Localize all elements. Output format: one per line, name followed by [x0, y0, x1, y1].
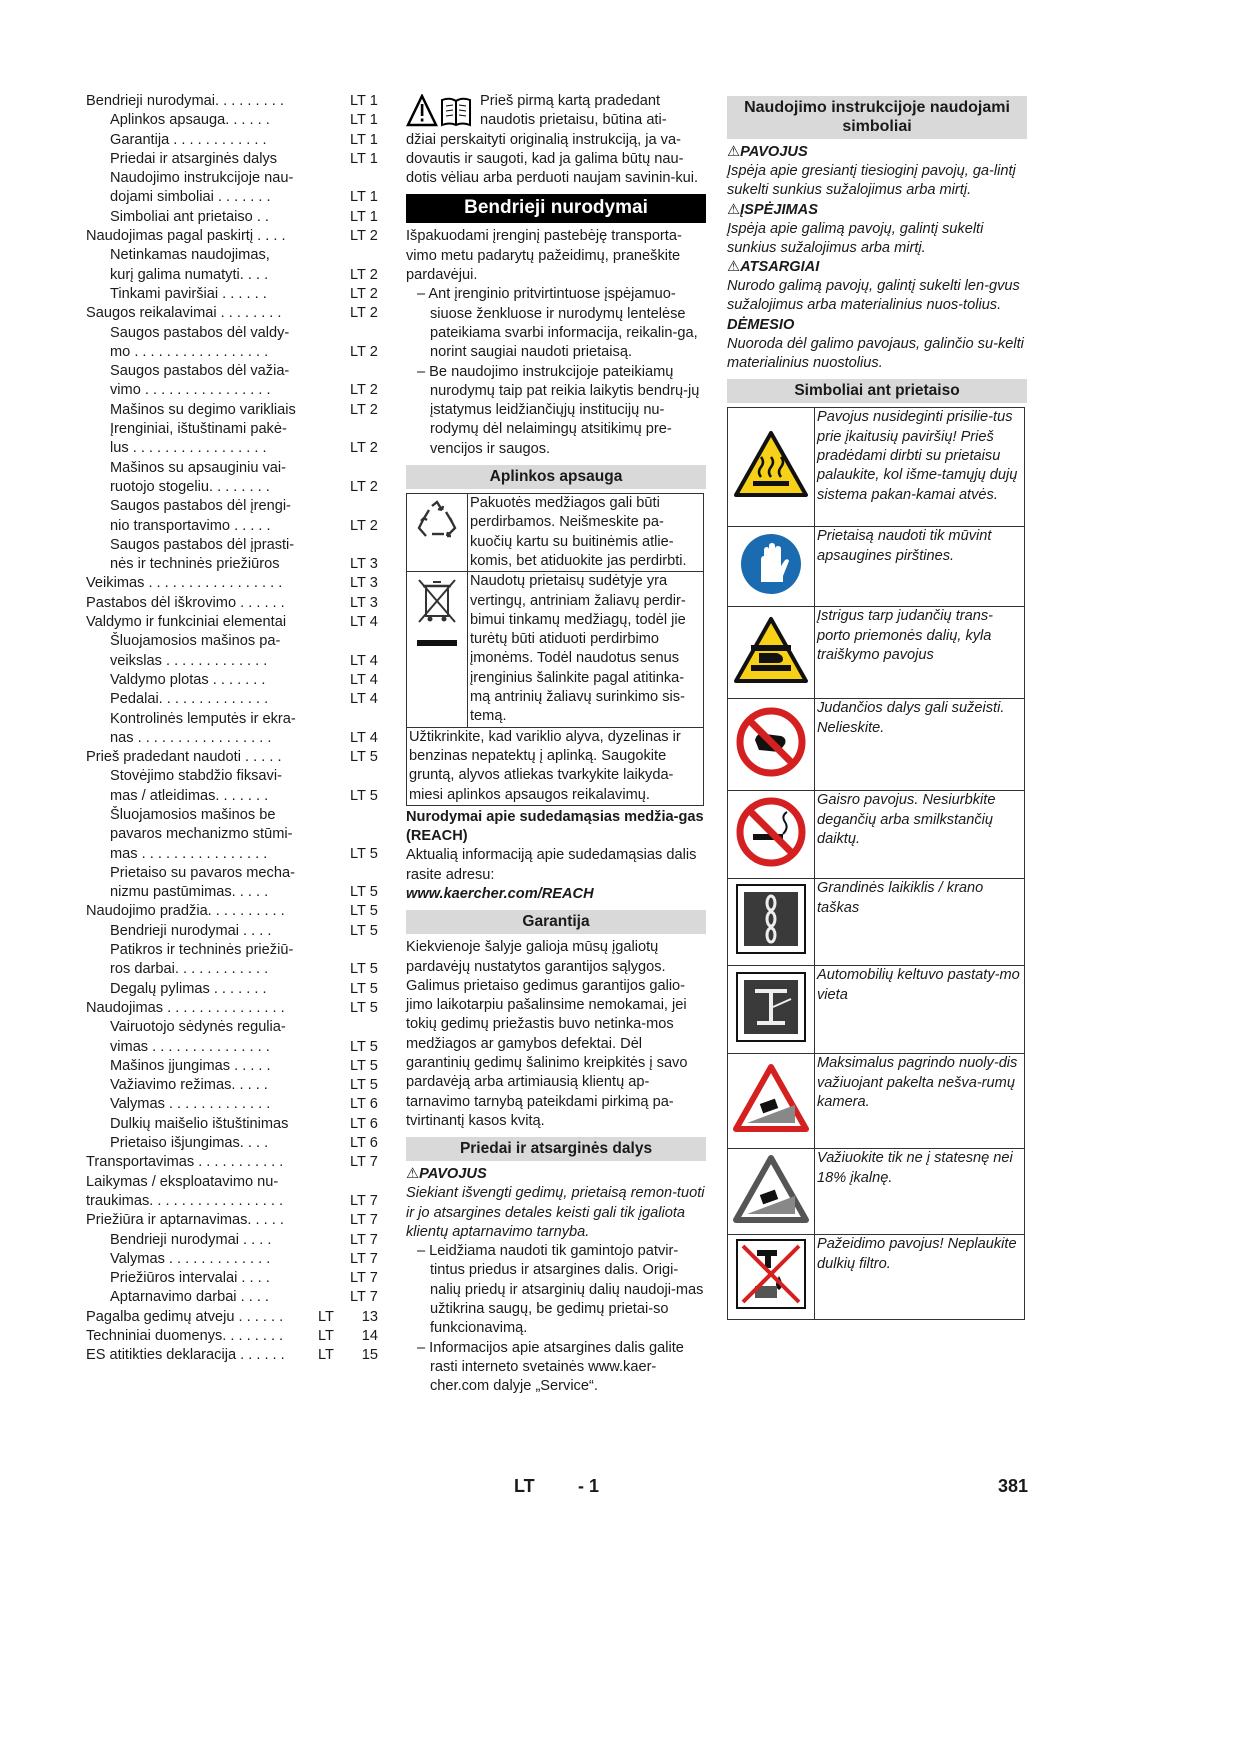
- toc-title: Naudojimas pagal paskirtį . . . .: [86, 228, 286, 245]
- table-row: [728, 408, 1025, 527]
- toc-page: LT 2: [350, 382, 378, 399]
- toc-entry[interactable]: [86, 150, 386, 169]
- toc-entry[interactable]: [86, 883, 386, 902]
- recycle-icon: [407, 494, 468, 572]
- toc-title: Saugos pastabos dėl įrengi-: [110, 498, 291, 515]
- toc-entry[interactable]: [86, 381, 386, 400]
- environment-note: Užtikrinkite, kad variklio alyva, dyzelinas ir benzinas nepatektų į aplinką. Saugokite gruntą, alyvos atliekas tvarkykite laikyda-miesi aplinkos apsaugos reikalavimų.: [407, 727, 704, 805]
- toc-title: Priedai ir atsarginės dalys: [110, 150, 278, 167]
- general-heading: Bendrieji nurodymai: [406, 194, 706, 223]
- toc-entry[interactable]: [86, 960, 386, 979]
- toc-page: LT 1: [350, 112, 378, 129]
- general-bullets: [406, 285, 706, 459]
- toc-page: LT 7: [350, 1231, 378, 1248]
- toc-title: mas / atleidimas. . . . . . .: [110, 787, 269, 804]
- toc-entry[interactable]: [86, 1018, 386, 1037]
- table-row: [728, 527, 1025, 607]
- toc-page: LT 1: [350, 131, 378, 148]
- toc-entry[interactable]: [86, 1308, 386, 1327]
- toc-title: pavaros mechanizmo stūmi-: [110, 826, 293, 843]
- toc-page: LT 7: [350, 1250, 378, 1267]
- toc-entry[interactable]: [86, 439, 386, 458]
- toc-page: LT 2: [350, 266, 378, 283]
- toc-entry[interactable]: [86, 555, 386, 574]
- toc-page: LT 2: [350, 517, 378, 534]
- accessories-warning-head: ⚠PAVOJUS: [406, 1166, 487, 1183]
- toc-page: LT 7: [350, 1270, 378, 1287]
- chain-hook-text: Grandinės laikiklis / krano taškas: [815, 879, 1025, 966]
- toc-title: Pedalai. . . . . . . . . . . . . .: [110, 691, 269, 708]
- toc-entry[interactable]: [86, 710, 386, 729]
- toc-title: Naudojimo instrukcijoje nau-: [110, 170, 294, 187]
- toc-entry[interactable]: [86, 324, 386, 343]
- toc-page: LT 5: [350, 1057, 378, 1074]
- table-row: [728, 1054, 1025, 1149]
- toc-page: LT 4: [350, 691, 378, 708]
- symbols-manual-heading: Naudojimo instrukcijoje naudojami simboliai: [727, 96, 1027, 139]
- toc-title: Saugos pastabos dėl valdy-: [110, 324, 290, 341]
- toc-title: Mašinos įjungimas . . . . .: [110, 1057, 271, 1074]
- warning-triangle-icon: ⚠: [727, 144, 741, 160]
- toc-title: Šluojamosios mašinos be: [110, 806, 276, 823]
- danger-text: Įspėja apie gresiantį tiesioginį pavojų, ga-lintį sukelti sunkius sužalojimus arba mirtį.: [727, 163, 1016, 199]
- toc-title: Kontrolinės lemputės ir ekra-: [110, 710, 296, 727]
- toc-title: Degalų pylimas . . . . . . .: [110, 980, 267, 997]
- toc-entry[interactable]: [86, 459, 386, 478]
- intro-block: [406, 92, 706, 188]
- toc-entry[interactable]: [86, 517, 386, 536]
- toc-entry[interactable]: [86, 671, 386, 690]
- toc-entry[interactable]: [86, 304, 386, 323]
- toc-page: LT 5: [350, 903, 378, 920]
- toc-title: nas . . . . . . . . . . . . . . . . .: [110, 729, 272, 746]
- toc-title: Bendrieji nurodymai. . . . . . . . .: [86, 93, 284, 109]
- intro-line-2: naudotis prietaisu, būtina ati-: [480, 112, 667, 129]
- toc-title: Valymas . . . . . . . . . . . . .: [110, 1250, 271, 1267]
- toc-title: ruotojo stogeliu. . . . . . . .: [110, 478, 270, 495]
- toc-entry[interactable]: [86, 343, 386, 362]
- toc-page: LT 5: [350, 961, 378, 978]
- toc-title: Saugos pastabos dėl įprasti-: [110, 536, 295, 553]
- danger-head: ⚠PAVOJUS: [727, 144, 808, 160]
- notice-text: Nuoroda dėl galimo pavojaus, galinčio su-kelti materialinius nuostolius.: [727, 335, 1024, 372]
- toc-page: LT 5: [350, 845, 378, 862]
- toc-title: Šluojamosios mašinos pa-: [110, 633, 281, 650]
- toc-entry[interactable]: [86, 806, 386, 825]
- warning-triangle-icon: ⚠: [727, 201, 741, 218]
- warranty-text: Kiekvienoje šalyje galioja mūsų įgaliotų pardavėjų nustatytos garantijos sąlygos. Galimus prietaiso gedimus garantijos galio-jimo laikotarpiu pašalinsime nemokamai, jei tokių gedimų priežastis buvo netinka-mos medžiagos ar gamybos defektai. Dėl garantinių gedimų šalinimo kreipkitės į savo pardavėją arba artimiausią klientų ap-tarnavimo tarnybą pateikdami pirkimą pa-tvirtinantį kasos kvitą.: [406, 939, 688, 1129]
- warning-head: ⚠ĮSPĖJIMAS: [727, 201, 818, 218]
- toc-entry[interactable]: [86, 1250, 386, 1269]
- toc-page: LT 5: [350, 749, 378, 766]
- warranty-heading: Garantija: [406, 910, 706, 934]
- toc-title: Transportavimas . . . . . . . . . . .: [86, 1154, 284, 1171]
- toc-page: LT 3: [350, 575, 378, 592]
- toc-page: LT 5: [350, 922, 378, 939]
- table-row: [407, 494, 704, 572]
- hot-surface-warning-icon: [728, 408, 815, 527]
- toc-page: LT 3: [350, 594, 378, 611]
- toc-page: LT 2: [350, 478, 378, 495]
- toc-title: vimo . . . . . . . . . . . . . . . .: [110, 382, 271, 399]
- toc-entry[interactable]: [86, 787, 386, 806]
- accessories-heading: Priedai ir atsarginės dalys: [406, 1137, 706, 1161]
- toc-title: Naudojimo pradžia. . . . . . . . . .: [86, 903, 285, 920]
- toc-title: Valdymo plotas . . . . . . .: [110, 671, 266, 688]
- toc-title: Aptarnavimo darbai . . . .: [110, 1289, 269, 1306]
- toc-page: LT 7: [350, 1212, 378, 1229]
- toc-title: Įrenginiai, ištuštinami pakė-: [110, 421, 287, 438]
- toc-entry[interactable]: [86, 999, 386, 1018]
- no-touch-text: Judančios dalys gali sužeisti. Nelieskite.: [815, 699, 1025, 791]
- toc-page: LT 2: [350, 285, 378, 302]
- toc-page: LT 5: [350, 980, 378, 997]
- toc-entry[interactable]: [86, 420, 386, 439]
- toc-title: Mašinos su apsauginiu vai-: [110, 459, 287, 476]
- reach-heading: Nurodymai apie sudedamąsias medžia-gas (REACH): [406, 808, 704, 845]
- no-touch-icon: [728, 699, 815, 791]
- toc-page: LT 5: [350, 884, 378, 901]
- toc-entry[interactable]: [86, 1288, 386, 1307]
- caution-head: ⚠ATSARGIAI: [727, 259, 820, 276]
- no-smoking-icon: [728, 791, 815, 879]
- toc-title: vimas . . . . . . . . . . . . . . .: [110, 1038, 270, 1055]
- toc-entry[interactable]: [86, 401, 386, 420]
- toc-page: LT 2: [350, 401, 378, 418]
- toc-entry[interactable]: [86, 169, 386, 188]
- toc-page: LT 1: [350, 208, 378, 225]
- toc-title: Laikymas / eksploatavimo nu-: [86, 1173, 279, 1190]
- toc-entry[interactable]: [86, 111, 386, 130]
- toc-entry[interactable]: [86, 825, 386, 844]
- symbols-manual-list: [727, 143, 1027, 373]
- table-row: [728, 791, 1025, 879]
- toc-title: nės ir techninės priežiūros: [110, 556, 280, 573]
- toc-entry[interactable]: [86, 1327, 386, 1346]
- no-wash-filter-icon: [728, 1235, 815, 1320]
- toc-title: Aplinkos apsauga. . . . . .: [110, 112, 270, 129]
- toc-entry[interactable]: [86, 652, 386, 671]
- toc-entry[interactable]: [86, 1057, 386, 1076]
- chain-hook-icon: [728, 879, 815, 966]
- toc-title: ros darbai. . . . . . . . . . . .: [110, 961, 269, 978]
- toc-entry[interactable]: [86, 864, 386, 883]
- symbols-device-table: [727, 407, 1025, 1320]
- hot-surface-text: Pavojus nusideginti prisilie-tus prie įkaitusių paviršių! Prieš pradėdami dirbti su prietaisu palaukite, kol išme-tamųjų dujų sistema pakan-kamai atvės.: [815, 408, 1025, 527]
- reach-text: Aktualią informaciją apie sudedamąsias dalis rasite adresu:: [406, 847, 697, 883]
- toc-page: LT 6: [350, 1135, 378, 1152]
- toc-page: LT 5: [350, 1077, 378, 1094]
- no-smoking-text: Gaisro pavojus. Nesiurbkite degančių arba smilkstančių daiktų.: [815, 791, 1025, 879]
- toc-page: LT 1: [350, 189, 378, 206]
- toc-title: Priežiūra ir aptarnavimas. . . . .: [86, 1212, 284, 1229]
- toc-entry[interactable]: [86, 1231, 386, 1250]
- toc-title: Saugos reikalavimai . . . . . . . .: [86, 305, 282, 322]
- toc-title: Prietaiso su pavaros mecha-: [110, 864, 295, 881]
- toc-title: mo . . . . . . . . . . . . . . . . .: [110, 343, 269, 360]
- slope-18-icon: [728, 1149, 815, 1235]
- toc-entry[interactable]: [86, 1346, 386, 1365]
- toc-title: mas . . . . . . . . . . . . . . . .: [110, 845, 268, 862]
- toc-title: Valymas . . . . . . . . . . . . .: [110, 1096, 271, 1113]
- toc-entry[interactable]: [86, 285, 386, 304]
- list-item: – Ant įrenginio pritvirtintuose įspėjamuo-siuose ženkluose ir nurodymų lentelėse pateikiama svarbi informacija, reikalin-ga, norint saugiai naudoti prietaisą.: [417, 286, 698, 361]
- table-of-contents: [86, 92, 386, 1366]
- column-two: [406, 92, 706, 1397]
- toc-page: LT 7: [350, 1154, 378, 1171]
- toc-title: nio transportavimo . . . . .: [110, 517, 271, 534]
- toc-page: LT 7: [350, 1289, 378, 1306]
- toc-entry[interactable]: [86, 208, 386, 227]
- hand-crush-text: Įstrigus tarp judančių trans-porto priemonės dalių, kyla traiškymo pavojus: [815, 607, 1025, 699]
- toc-title: Prieš pradedant naudoti . . . . .: [86, 749, 282, 766]
- toc-title: Saugos pastabos dėl važia-: [110, 363, 290, 380]
- table-row: [728, 1149, 1025, 1235]
- warning-triangle-icon: ⚠: [727, 259, 741, 276]
- table-row: [407, 572, 704, 727]
- toc-page: LT 2: [350, 343, 378, 360]
- toc-page: LT 13: [318, 1308, 378, 1325]
- intro-line-1: Prieš pirmą kartą pradedant: [480, 93, 661, 109]
- toc-entry[interactable]: [86, 1192, 386, 1211]
- warning-text: Įspėja apie galimą pavojų, galintį sukelti sunkius sužalojimus arba mirtį.: [727, 220, 984, 256]
- toc-entry[interactable]: [86, 478, 386, 497]
- toc-title: Techniniai duomenys. . . . . . . .: [86, 1328, 284, 1344]
- jack-point-icon: [728, 966, 815, 1054]
- toc-title: Važiavimo režimas. . . . .: [110, 1077, 268, 1094]
- toc-page: LT 4: [350, 652, 378, 669]
- toc-entry[interactable]: [86, 1038, 386, 1057]
- no-wash-filter-text: Pažeidimo pavojus! Neplaukite dulkių filtro.: [815, 1235, 1025, 1320]
- toc-page: LT 6: [350, 1096, 378, 1113]
- toc-entry[interactable]: [86, 690, 386, 709]
- toc-page: LT 1: [350, 150, 378, 167]
- crossed-bin-icon: [407, 572, 468, 727]
- slope-18-text: Važiuokite tik ne į statesnę nei 18% įkalnę.: [815, 1149, 1025, 1235]
- toc-title: Vairuotojo sėdynės regulia-: [110, 1019, 286, 1036]
- toc-entry[interactable]: [86, 574, 386, 593]
- caution-text: Nurodo galimą pavojų, galintį sukelti len-gvus sužalojimus arba materialinius nuos-tolius.: [727, 278, 1020, 314]
- toc-title: Netinkamas naudojimas,: [110, 247, 270, 264]
- warning-triangle-icon: ⚠: [406, 1166, 420, 1183]
- hand-crush-warning-icon: [728, 607, 815, 699]
- toc-title: Patikros ir techninės priežiū-: [110, 942, 294, 959]
- intro-text: džiai perskaityti originalią instrukciją, ja va-dovautis ir saugoti, kad ja galima būtų nau-dotis vėliau arba perduoti naujam savinin-kui.: [406, 131, 699, 187]
- slope-warning-text: Maksimalus pagrindo nuoly-dis važiuojant pakelta nešva-rumų kamera.: [815, 1054, 1025, 1149]
- toc-entry[interactable]: [86, 594, 386, 613]
- toc-page: LT 15: [318, 1347, 378, 1364]
- toc-entry[interactable]: [86, 767, 386, 786]
- toc-page: LT 5: [350, 999, 378, 1016]
- toc-entry[interactable]: [86, 188, 386, 207]
- toc-page: LT 5: [350, 787, 378, 804]
- toc-title: Pagalba gedimų atveju . . . . . .: [86, 1308, 284, 1325]
- toc-entry[interactable]: [86, 92, 386, 111]
- toc-entry[interactable]: [86, 246, 386, 265]
- toc-title: nizmu pastūmimas. . . . .: [110, 884, 269, 901]
- toc-entry[interactable]: [86, 613, 386, 632]
- warning-book-icon: [406, 94, 474, 128]
- list-item: – Informacijos apie atsargines dalis galite rasti interneto svetainės www.kaer-cher.com dalyje „Service“.: [417, 1339, 684, 1395]
- accessories-bullets: [406, 1242, 706, 1396]
- table-row: [728, 699, 1025, 791]
- toc-entry[interactable]: [86, 1076, 386, 1095]
- reach-url[interactable]: www.kaercher.com/REACH: [406, 885, 594, 902]
- toc-page: LT 7: [350, 1192, 378, 1209]
- toc-title: traukimas. . . . . . . . . . . . . . . . .: [86, 1192, 284, 1209]
- toc-page: LT 4: [350, 729, 378, 746]
- toc-title: Garantija . . . . . . . . . . . .: [110, 131, 267, 148]
- table-row: [728, 1235, 1025, 1320]
- list-item: – Be naudojimo instrukcijoje pateikiamų nurodymų taip pat reikia laikytis bendrų-jų įstatymus leidžiančiųjų institucijų nu-rodymų dėl nelaimingų atsitikimų pre-vencijos ir saugos.: [417, 363, 700, 457]
- toc-title: Valdymo ir funkciniai elementai: [86, 614, 287, 631]
- toc-title: Veikimas . . . . . . . . . . . . . . . . .: [86, 575, 283, 592]
- table-row: [728, 607, 1025, 699]
- toc-title: Bendrieji nurodymai . . . .: [110, 922, 272, 939]
- footer-page: - 1: [578, 1476, 600, 1496]
- toc-entry[interactable]: [86, 1173, 386, 1192]
- toc-page: LT 2: [350, 440, 378, 457]
- environment-heading: Aplinkos apsauga: [406, 465, 706, 489]
- toc-page: LT 1: [350, 93, 378, 109]
- toc-page: LT 4: [350, 614, 378, 631]
- toc-entry[interactable]: [86, 497, 386, 516]
- toc-entry[interactable]: [86, 941, 386, 960]
- toc-title: Pastabos dėl iškrovimo . . . . . .: [86, 594, 285, 611]
- toc-title: dojami simboliai . . . . . . .: [110, 189, 271, 206]
- toc-page: LT 6: [350, 1115, 378, 1132]
- toc-entry[interactable]: [86, 131, 386, 150]
- toc-page: LT 3: [350, 556, 378, 573]
- toc-title: ES atitikties deklaracija . . . . . .: [86, 1347, 285, 1364]
- toc-title: Mašinos su degimo varikliais: [110, 401, 296, 418]
- list-item: – Leidžiama naudoti tik gamintojo patvir-tintus priedus ir atsargines dalis. Origi-nalių priedų ir atsarginių dalių naudoji-mas užtikrina saugų, be gedimų prietai-so funkcionavimą.: [417, 1243, 704, 1337]
- bin-text: Naudotų prietaisų sudėtyje yra vertingų, antriniam žaliavų perdir-bimui tinkamų medžiagų, todėl jie turėtų būti atiduoti perdirbimo įmonėms. Todėl naudotus senus įrenginius šalinkite pagal atitinka-mą antrinių žaliavų surinkimo sis-temą.: [468, 572, 704, 727]
- toc-entry[interactable]: [86, 1115, 386, 1134]
- environment-table: [406, 493, 704, 806]
- notice-head: DĖMESIO: [727, 316, 795, 333]
- table-row: [728, 879, 1025, 966]
- toc-entry[interactable]: [86, 1269, 386, 1288]
- toc-entry[interactable]: [86, 362, 386, 381]
- recycle-text: Pakuotės medžiagos gali būti perdirbamos. Neišmeskite pa-kuočių kartu su buitinėmis atlie-komis, bet atiduokite jas perdirbti.: [468, 494, 704, 572]
- toc-title: lus . . . . . . . . . . . . . . . . .: [110, 440, 267, 457]
- toc-entry[interactable]: [86, 536, 386, 555]
- toc-entry[interactable]: [86, 266, 386, 285]
- accessories-warning-text: Siekiant išvengti gedimų, prietaisą remon-tuoti ir jo atsargines detales keisti gali tik įgaliota klientų aptarnavimo tarnyba.: [406, 1185, 705, 1240]
- toc-title: Simboliai ant prietaiso . .: [110, 208, 269, 225]
- table-row: [407, 727, 704, 805]
- toc-entry[interactable]: [86, 1095, 386, 1114]
- toc-title: Bendrieji nurodymai . . . .: [110, 1231, 272, 1248]
- gloves-mandatory-icon: [728, 527, 815, 607]
- gloves-text: Prietaisą naudoti tik mūvint apsaugines pirštines.: [815, 527, 1025, 607]
- toc-title: Dulkių maišelio ištuštinimas: [110, 1115, 289, 1132]
- toc-page: LT 2: [350, 305, 378, 322]
- toc-title: Stovėjimo stabdžio fiksavi-: [110, 768, 282, 785]
- toc-title: kurį galima numatyti. . . .: [110, 266, 269, 283]
- symbols-device-heading: Simboliai ant prietaiso: [727, 379, 1027, 403]
- toc-entry[interactable]: [86, 922, 386, 941]
- toc-entry[interactable]: [86, 227, 386, 246]
- footer-number: 381: [998, 1476, 1029, 1496]
- toc-entry[interactable]: [86, 1153, 386, 1172]
- toc-entry[interactable]: [86, 632, 386, 651]
- jack-point-text: Automobilių keltuvo pastaty-mo vieta: [815, 966, 1025, 1054]
- toc-page: LT 2: [350, 228, 378, 245]
- toc-title: Prietaiso išjungimas. . . .: [110, 1135, 269, 1152]
- toc-entry[interactable]: [86, 1134, 386, 1153]
- table-row: [728, 966, 1025, 1054]
- toc-entry[interactable]: [86, 902, 386, 921]
- toc-entry[interactable]: [86, 845, 386, 864]
- toc-page: LT 4: [350, 671, 378, 688]
- toc-title: Naudojimas . . . . . . . . . . . . . . .: [86, 999, 285, 1016]
- toc-title: veikslas . . . . . . . . . . . . .: [110, 652, 268, 669]
- footer-lang: LT: [514, 1476, 535, 1496]
- toc-page: LT 14: [318, 1328, 378, 1344]
- toc-entry[interactable]: [86, 1211, 386, 1230]
- toc-title: Priežiūros intervalai . . . .: [110, 1270, 270, 1287]
- toc-entry[interactable]: [86, 980, 386, 999]
- slope-warning-icon: [728, 1054, 815, 1149]
- toc-entry[interactable]: [86, 748, 386, 767]
- toc-title: Tinkami paviršiai . . . . . .: [110, 285, 267, 302]
- column-three: [727, 96, 1027, 1320]
- general-text: Išpakuodami įrenginį pastebėję transporta-vimo metu padarytų pažeidimų, praneškite pardavėjui.: [406, 228, 682, 284]
- toc-page: LT 5: [350, 1038, 378, 1055]
- toc-entry[interactable]: [86, 729, 386, 748]
